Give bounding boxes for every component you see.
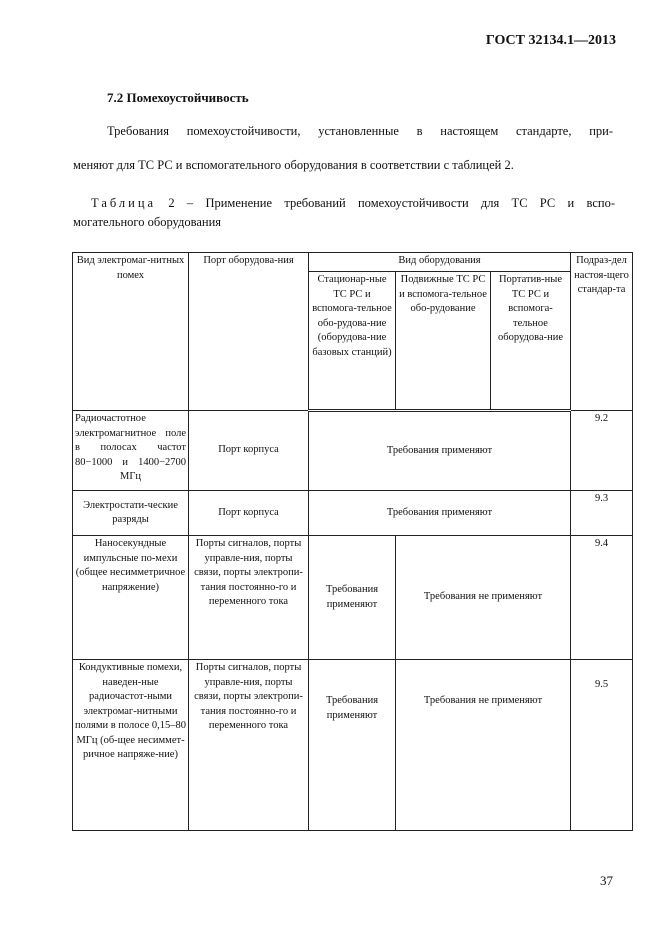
section-title: 7.2 Помехоустойчивость (107, 90, 249, 105)
port-cell: Порт корпуса (189, 491, 309, 536)
header-emi-type: Вид электромаг-нитных помех (73, 253, 189, 411)
port-cell: Порт корпуса (189, 411, 309, 491)
header-mobile: Подвижные ТС РС и вспомога-тельное обо-рудование (396, 272, 491, 411)
requirement-stationary-cell: Требования применяют (309, 660, 396, 831)
requirements-table (72, 252, 633, 831)
header-portable: Портатив-ные ТС РС и вспомога-тельное оборудова-ние (491, 272, 571, 411)
section-cell: 9.3 (571, 491, 633, 536)
paragraph-line-2: меняют для ТС РС и вспомогательного оборудования в соответствии с таблицей 2. (73, 158, 514, 172)
section-cell: 9.2 (571, 411, 633, 491)
requirement-cell: Требования применяют (309, 411, 571, 491)
page-number: 37 (600, 873, 613, 888)
table-caption-label: Таблица (91, 196, 157, 210)
requirement-stationary-cell: Требования применяют (309, 536, 396, 660)
table-row (73, 411, 633, 491)
table-caption-line-2: могательного оборудования (73, 215, 222, 229)
section-cell: 9.5 (571, 660, 633, 831)
header-equipment-type: Вид оборудования (309, 253, 571, 272)
emi-type-cell: Кондуктивные помехи, наведен-ные радиочастот-ными электромаг-нитными полями в полосе 0,15–80 МГц (об-щее несиммет-ричное напряже-ние) (73, 660, 189, 831)
header-stationary: Стационар-ные ТС РС и вспомога-тельное обо-рудова-ние (оборудова-ние базовых станций) (309, 272, 396, 411)
emi-type-cell: Радиочастотное электромагнитное поле в полосах частот 80−1000 и 1400−2700 МГц (73, 411, 189, 491)
section-cell: 9.4 (571, 536, 633, 660)
header-section: Подраз-дел настоя-щего стандар-та (571, 253, 633, 411)
table-row (73, 491, 633, 536)
port-cell: Порты сигналов, порты управле-ния, порты связи, порты электропи-тания постоянно-го и переменного тока (189, 536, 309, 660)
requirement-other-cell: Требования не применяют (396, 536, 571, 660)
port-cell: Порты сигналов, порты управле-ния, порты связи, порты электропи-тания постоянно-го и переменного тока (189, 660, 309, 831)
requirement-other-cell: Требования не применяют (396, 660, 571, 831)
paragraph-line-1: Требования помехоустойчивости, установленные в настоящем стандарте, при- (107, 124, 613, 138)
emi-type-cell: Электростати-ческие разряды (73, 491, 189, 536)
document-header: ГОСТ 32134.1—2013 (485, 33, 616, 48)
table-caption (73, 194, 615, 232)
table-row (73, 660, 633, 831)
table-header-row-1 (73, 253, 633, 272)
header-port: Порт оборудова-ния (189, 253, 309, 411)
requirement-cell: Требования применяют (309, 491, 571, 536)
table-row (73, 536, 633, 660)
emi-type-cell: Наносекундные импульсные по-мехи (общее несимметричное напряжение) (73, 536, 189, 660)
table-caption-line-1 (73, 194, 615, 213)
table-caption-text: 2 – Применение требований помехоустойчивости для ТС РС и вспо- (156, 196, 615, 210)
